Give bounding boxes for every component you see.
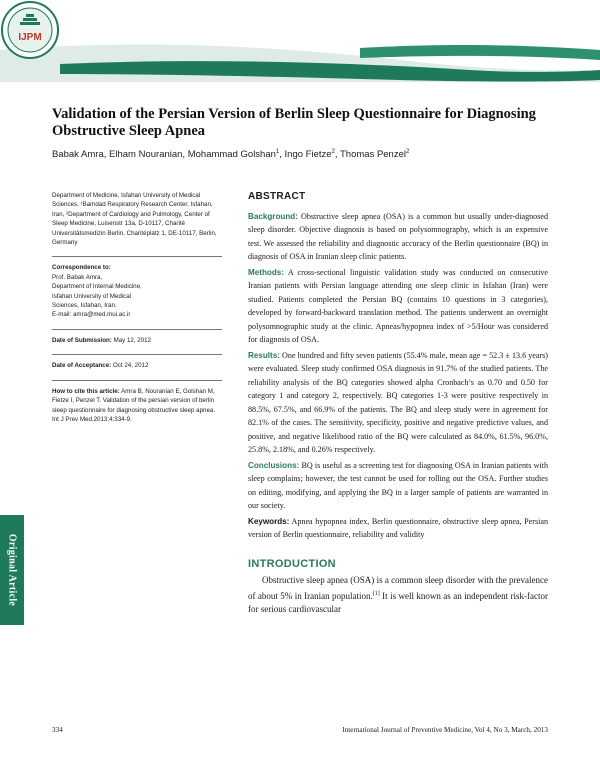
article-type-label: Original Article [6, 533, 18, 607]
journal-url[interactable]: www.ijpm.ir [503, 60, 544, 69]
correspondence-line: Department of Internal Medicine, [52, 283, 142, 291]
section-text: Obstructive sleep apnea (OSA) is a common but usually under-diagnosed sleep disorder. Objective diagnosis is based on polysomnography, which is an expensive test. We assessed the reliability and diagnostic accuracy of the Berlin questionnaire (BQ) in diagnosis of OSA in Iranian sleep clinic patients. [248, 211, 548, 261]
introduction-heading: INTRODUCTION [248, 557, 336, 570]
abstract-conclusions [248, 459, 548, 513]
author-2: Elham Nouranian, [109, 149, 188, 161]
divider [52, 380, 222, 381]
author-5: , Thomas Penzel [334, 149, 406, 161]
article-title: Validation of the Persian Version of Berlin Sleep Questionnaire for Diagnosing Obstructive Sleep Apnea [52, 106, 536, 139]
correspondence-label: Correspondence to: [52, 264, 111, 272]
intro-text: Obstructive sleep apnea (OSA) is a common sleep disorder with the prevalence of about 5% in Iranian population. [248, 575, 548, 601]
svg-text:IJPM: IJPM [18, 32, 42, 43]
section-label: Conclusions: [248, 460, 300, 470]
correspondence [52, 263, 222, 319]
abstract-heading: ABSTRACT [248, 191, 306, 202]
correspondence-line: Prof. Babak Amra, [52, 273, 103, 281]
journal-logo [0, 0, 60, 60]
divider [52, 256, 222, 257]
header-band [0, 0, 600, 82]
acceptance-label: Date of Acceptance: [52, 362, 112, 370]
author-list [52, 149, 409, 160]
citation-ref[interactable]: [1] [372, 590, 380, 597]
submission-date [52, 336, 222, 345]
intro-text: It is well known as an independent risk-factor for serious cardiovascular [248, 590, 548, 614]
author-3: Mohammad Golshan [187, 149, 276, 161]
section-text: Apnea hypopnea index, Berlin questionnaire, obstructive sleep apnea, Persian version of Berlin questionnaire, reliability and validity [248, 516, 548, 539]
divider [52, 329, 222, 330]
abstract-background [248, 210, 548, 264]
section-label: Methods: [248, 267, 284, 277]
acceptance-value: Oct 24, 2012 [113, 362, 149, 370]
abstract-keywords [248, 515, 548, 542]
citation-text: Amra B, Nouranian E, Golshan M, Fietze I, Penzel T. Validation of the persian version of berlin sleep questionnaire for diagnosing obstructive sleep apnea. Int J Prev Med.2013;4:334-9. [52, 387, 216, 423]
section-label: Background: [248, 211, 298, 221]
header-swoosh [0, 0, 600, 82]
section-text: A cross-sectional linguistic validation study was conducted on consecutive Iranian patients with Persian language attending one sleep clinic in Isfahan (Iran) were studied. Patients completed the Persian BQ (contains 10 questions in 3 categories), developed by forward-backward translation method. The patients underwent an overnight polysomnographic study at the clinic. Apneas/hypopnea index of >5/Hour was considered for diagnosis of OSA. [248, 267, 548, 344]
citation-label: How to cite this article: [52, 387, 120, 395]
article-type-tab [0, 515, 24, 625]
author-3-affil: 1 [275, 149, 280, 155]
section-text: One hundred and fifty seven patients (55.4% male, mean age = 52.3 ± 13.6 years) were evaluated. Sleep study confirmed OSA diagnosis in 91.7% of the studied patients. The reliability analysis of the BQ categories showed alpha Cronbach’s as 0.70 and 0.50 for category 1 and category 2, respectively. BQ categories 1-3 were positive respectively in 88.5%, 67.5%, and 66.9% of the patients. The BQ and sleep study were in agreement for 82.1% of the cases. The sensitivity, specificity, positive and negative predictive values, and positive, and negative likelihood ratio of the BQ were calculated as 84.0%, 61.5%, 96.0%, 25.8%, 2.18%, and 0.26% respectively. [248, 350, 548, 454]
author-4-affil: 2 [331, 149, 335, 155]
correspondence-line: Isfahan University of Medical [52, 292, 132, 300]
main-column [248, 190, 548, 617]
author-5-affil: 2 [406, 149, 410, 155]
section-text: BQ is useful as a screening test for diagnosing OSA in Iranian patients with sleep complains; however, the test cannot be used for rolling out the OSA. Further studies on editing, modifying, and applying the BQ in a larger sample of patients are warranted in our society. [248, 460, 548, 510]
correspondence-email[interactable]: E-mail: amra@med.mui.ac.ir [52, 311, 131, 319]
correspondence-line: Sciences, Isfahan, Iran. [52, 302, 117, 310]
submission-value: May 12, 2012 [113, 336, 152, 344]
page-number: 334 [52, 726, 63, 734]
journal-citation: International Journal of Preventive Medicine, Vol 4, No 3, March, 2013 [342, 726, 548, 734]
section-label: Results: [248, 350, 280, 360]
section-label: Keywords: [248, 516, 290, 526]
submission-label: Date of Submission: [52, 336, 112, 344]
author-1: Babak Amra, [52, 149, 110, 161]
citation [52, 387, 222, 425]
abstract-methods [248, 266, 548, 347]
introduction-paragraph [248, 574, 548, 617]
abstract-results [248, 349, 548, 457]
author-4: , Ingo Fietze [279, 149, 332, 161]
affiliation: Department of Medicine, Isfahan University of Medical Sciences, ¹Bamdad Respiratory Research Center, Isfahan, Iran, ²Department of Cardiology and Pulmology, Center of Sleep Medicine, Luisenstr 13a, D-10117, Charité Universitätsmedizin Berlin, Charitéplatz 1, DE-10117, Berlin, Germany [52, 192, 217, 247]
acceptance-date [52, 361, 222, 370]
divider [52, 354, 222, 355]
article-info-column [52, 191, 222, 433]
